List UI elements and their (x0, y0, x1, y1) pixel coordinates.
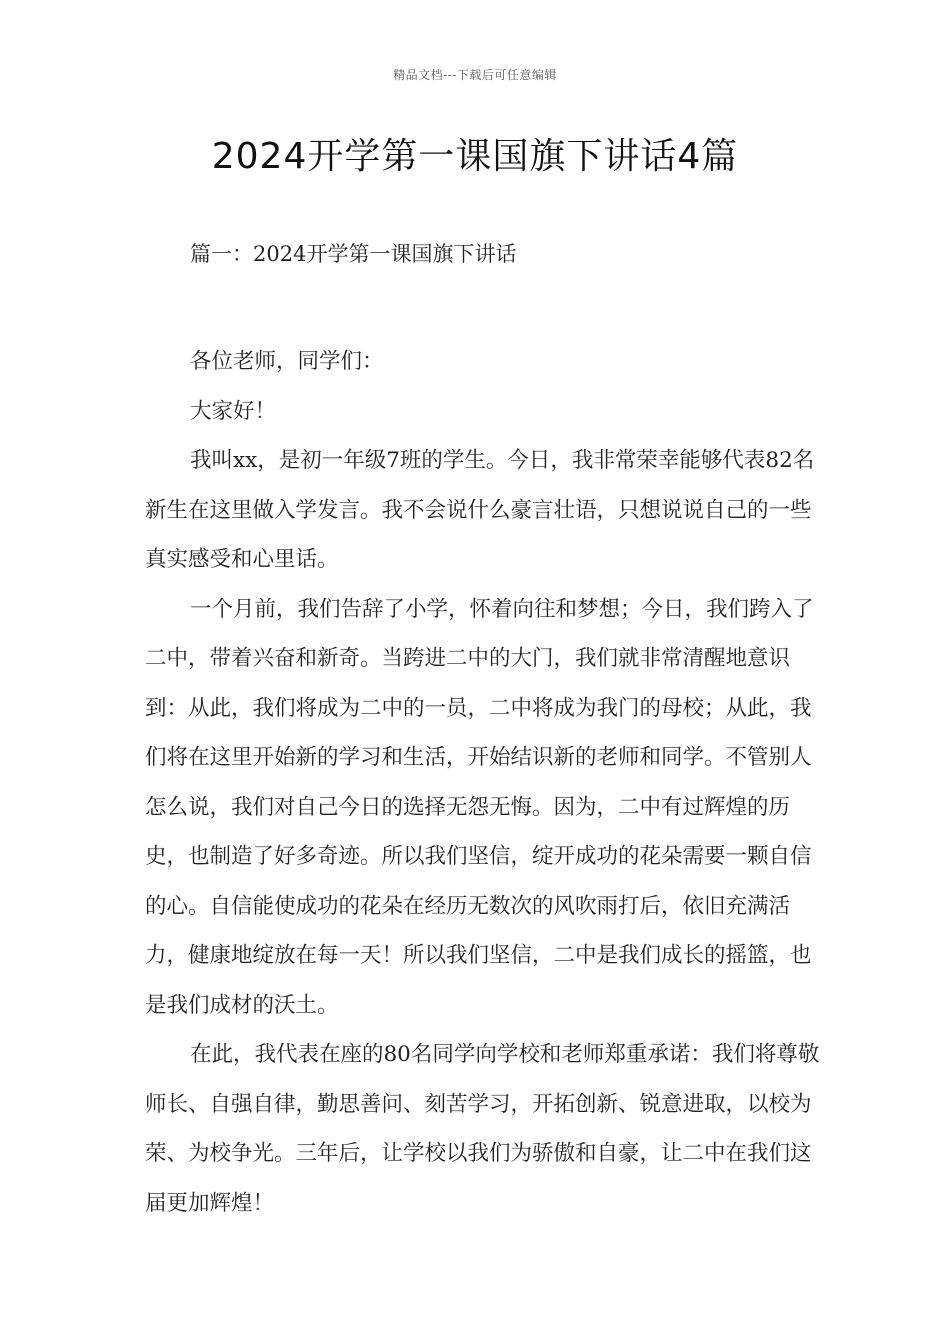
salutation-paragraph: 大家好！ (190, 398, 277, 424)
greeting-paragraph: 各位老师，同学们： (190, 349, 384, 374)
header-note: 精品文档---下载后可任意编辑 (393, 68, 557, 82)
document-body (145, 337, 825, 1228)
document-title: 2024开学第一课国旗下讲话4篇 (211, 136, 739, 177)
body-paragraph: 一个月前，我们告辞了小学，怀着向往和梦想；今日，我们跨入了二中，带着兴奋和新奇。当跨进二中的大门，我们就非常清醒地意识到：从此，我们将成为二中的一员，二中将成为我门的母校；从此，我们将在这里开始新的学习和生活，开始结识新的老师和同学。不管别人怎么说，我们对自己今日的选择无怨无悔。因为，二中有过辉煌的历史，也制造了好多奇迹。所以我们坚信，绽开成功的花朵需要一颗自信的心。自信能使成功的花朵在经历无数次的风吹雨打后，依旧充满活力，健康地绽放在每一天！所以我们坚信，二中是我们成长的摇篮，也是我们成材的沃土。 (145, 596, 814, 1018)
body-paragraph: 在此，我代表在座的80名同学向学校和老师郑重承诺：我们将尊敬师长、自强自律，勤思善问、刻苦学习，开拓创新、锐意进取，以校为荣、为校争光。三年后，让学校以我们为骄傲和自豪，让二中在我们这届更加辉煌！ (145, 1042, 820, 1216)
section-title: 篇一：2024开学第一课国旗下讲话 (190, 242, 517, 266)
body-paragraph: 我叫xx，是初一年级7班的学生。今日，我非常荣幸能够代表82名新生在这里做入学发言。我不会说什么豪言壮语，只想说说自己的一些真实感受和心里话。 (145, 448, 815, 572)
